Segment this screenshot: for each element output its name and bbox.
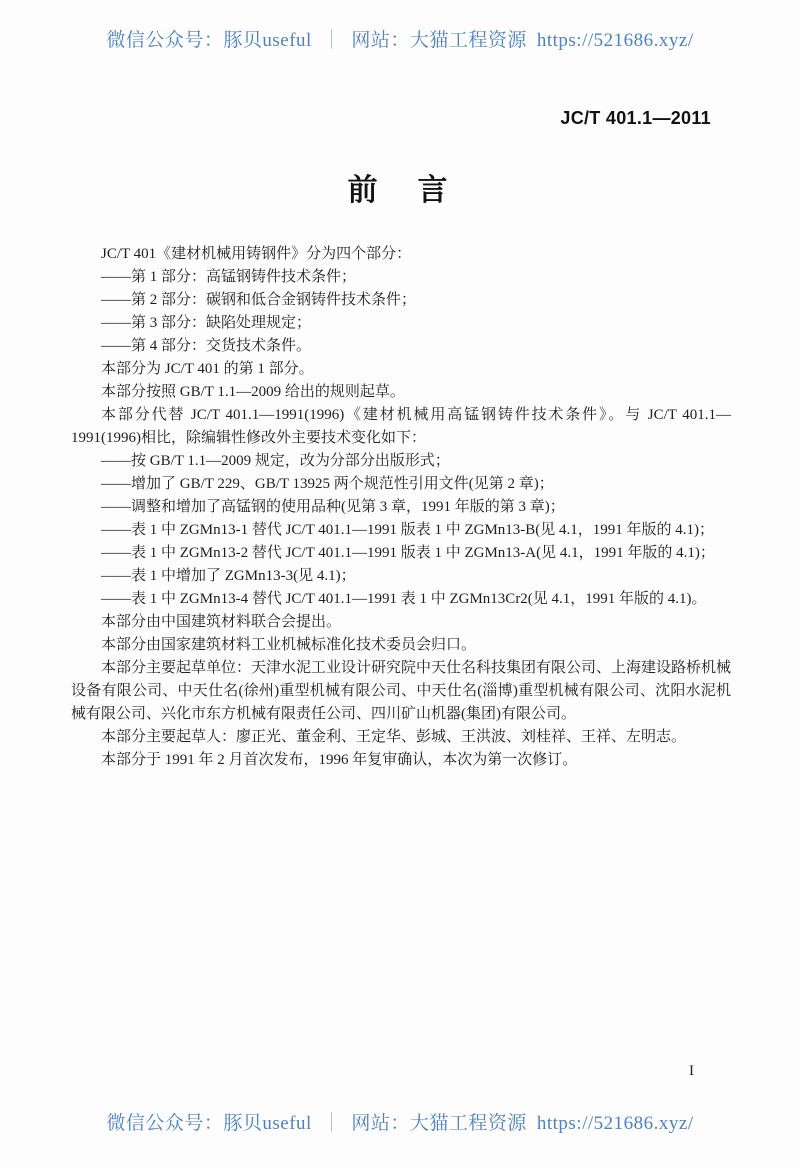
website-url: https://521686.xyz/	[536, 1113, 694, 1134]
website-label: 网站：大猫工程资源	[351, 30, 527, 51]
paragraph: ——第 1 部分：高锰钢铸件技术条件；	[101, 269, 357, 285]
page-number: I	[689, 1063, 694, 1079]
website-label: 网站：大猫工程资源	[351, 1113, 527, 1134]
paragraph: ——第 3 部分：缺陷处理规定；	[101, 315, 312, 331]
watermark-footer	[0, 1108, 800, 1135]
paragraph: ——调整和增加了高锰钢的使用品种(见第 3 章，1991 年版的第 3 章)；	[101, 499, 565, 515]
paragraph: 本部分由中国建筑材料联合会提出。	[101, 614, 342, 630]
website-url: https://521686.xyz/	[536, 30, 694, 51]
paragraph: ——表 1 中 ZGMn13-2 替代 JC/T 401.1—1991 版表 1 中 ZGMn13-A(见 4.1，1991 年版的 4.1)；	[101, 545, 715, 561]
paragraph: 本部分主要起草单位：天津水泥工业设计研究院中天仕名科技集团有限公司、上海建设路桥机械设备有限公司、中天仕名(徐州)重型机械有限公司、中天仕名(淄博)重型机械有限公司、沈阳水泥机械有限公司、兴化市东方机械有限责任公司、四川矿山机器(集团)有限公司。	[71, 660, 732, 722]
wechat-account-label: 微信公众号：豚贝useful	[106, 30, 312, 51]
paragraph: ——第 2 部分：碳钢和低合金钢铸件技术条件；	[101, 292, 417, 308]
paragraph: 本部分于 1991 年 2 月首次发布，1996 年复审确认，本次为第一次修订。	[101, 752, 578, 768]
foreword-title: 前 言	[347, 174, 453, 207]
paragraph: 本部分为 JC/T 401 的第 1 部分。	[101, 361, 314, 377]
paragraph: ——第 4 部分：交货技术条件。	[101, 338, 312, 354]
paragraph: ——表 1 中增加了 ZGMn13-3(见 4.1)；	[101, 568, 356, 584]
standard-number: JC/T 401.1—2011	[560, 108, 711, 128]
foreword-body	[71, 243, 731, 772]
paragraph: 本部分主要起草人：廖正光、董金利、王定华、彭城、王洪波、刘桂祥、王祥、左明志。	[101, 729, 687, 745]
separator-bar: ｜	[321, 30, 342, 51]
paragraph: ——表 1 中 ZGMn13-4 替代 JC/T 401.1—1991 表 1 中 ZGMn13Cr2(见 4.1，1991 年版的 4.1)。	[101, 591, 707, 607]
paragraph: 本部分按照 GB/T 1.1—2009 给出的规则起草。	[101, 384, 405, 400]
wechat-account-label: 微信公众号：豚贝useful	[106, 1113, 312, 1134]
paragraph: JC/T 401《建材机械用铸钢件》分为四个部分：	[101, 246, 412, 262]
paragraph: 本部分代替 JC/T 401.1—1991(1996)《建材机械用高锰钢铸件技术条件》。与 JC/T 401.1—1991(1996)相比，除编辑性修改外主要技术变化如下：	[71, 407, 731, 446]
paragraph: 本部分由国家建筑材料工业机械标准化技术委员会归口。	[101, 637, 477, 653]
paragraph: ——按 GB/T 1.1—2009 规定，改为分部分出版形式；	[101, 453, 450, 469]
paragraph: ——增加了 GB/T 229、GB/T 13925 两个规范性引用文件(见第 2 章)；	[101, 476, 554, 492]
separator-bar: ｜	[321, 1113, 342, 1134]
watermark-header	[0, 25, 800, 52]
paragraph: ——表 1 中 ZGMn13-1 替代 JC/T 401.1—1991 版表 1 中 ZGMn13-B(见 4.1，1991 年版的 4.1)；	[101, 522, 715, 538]
